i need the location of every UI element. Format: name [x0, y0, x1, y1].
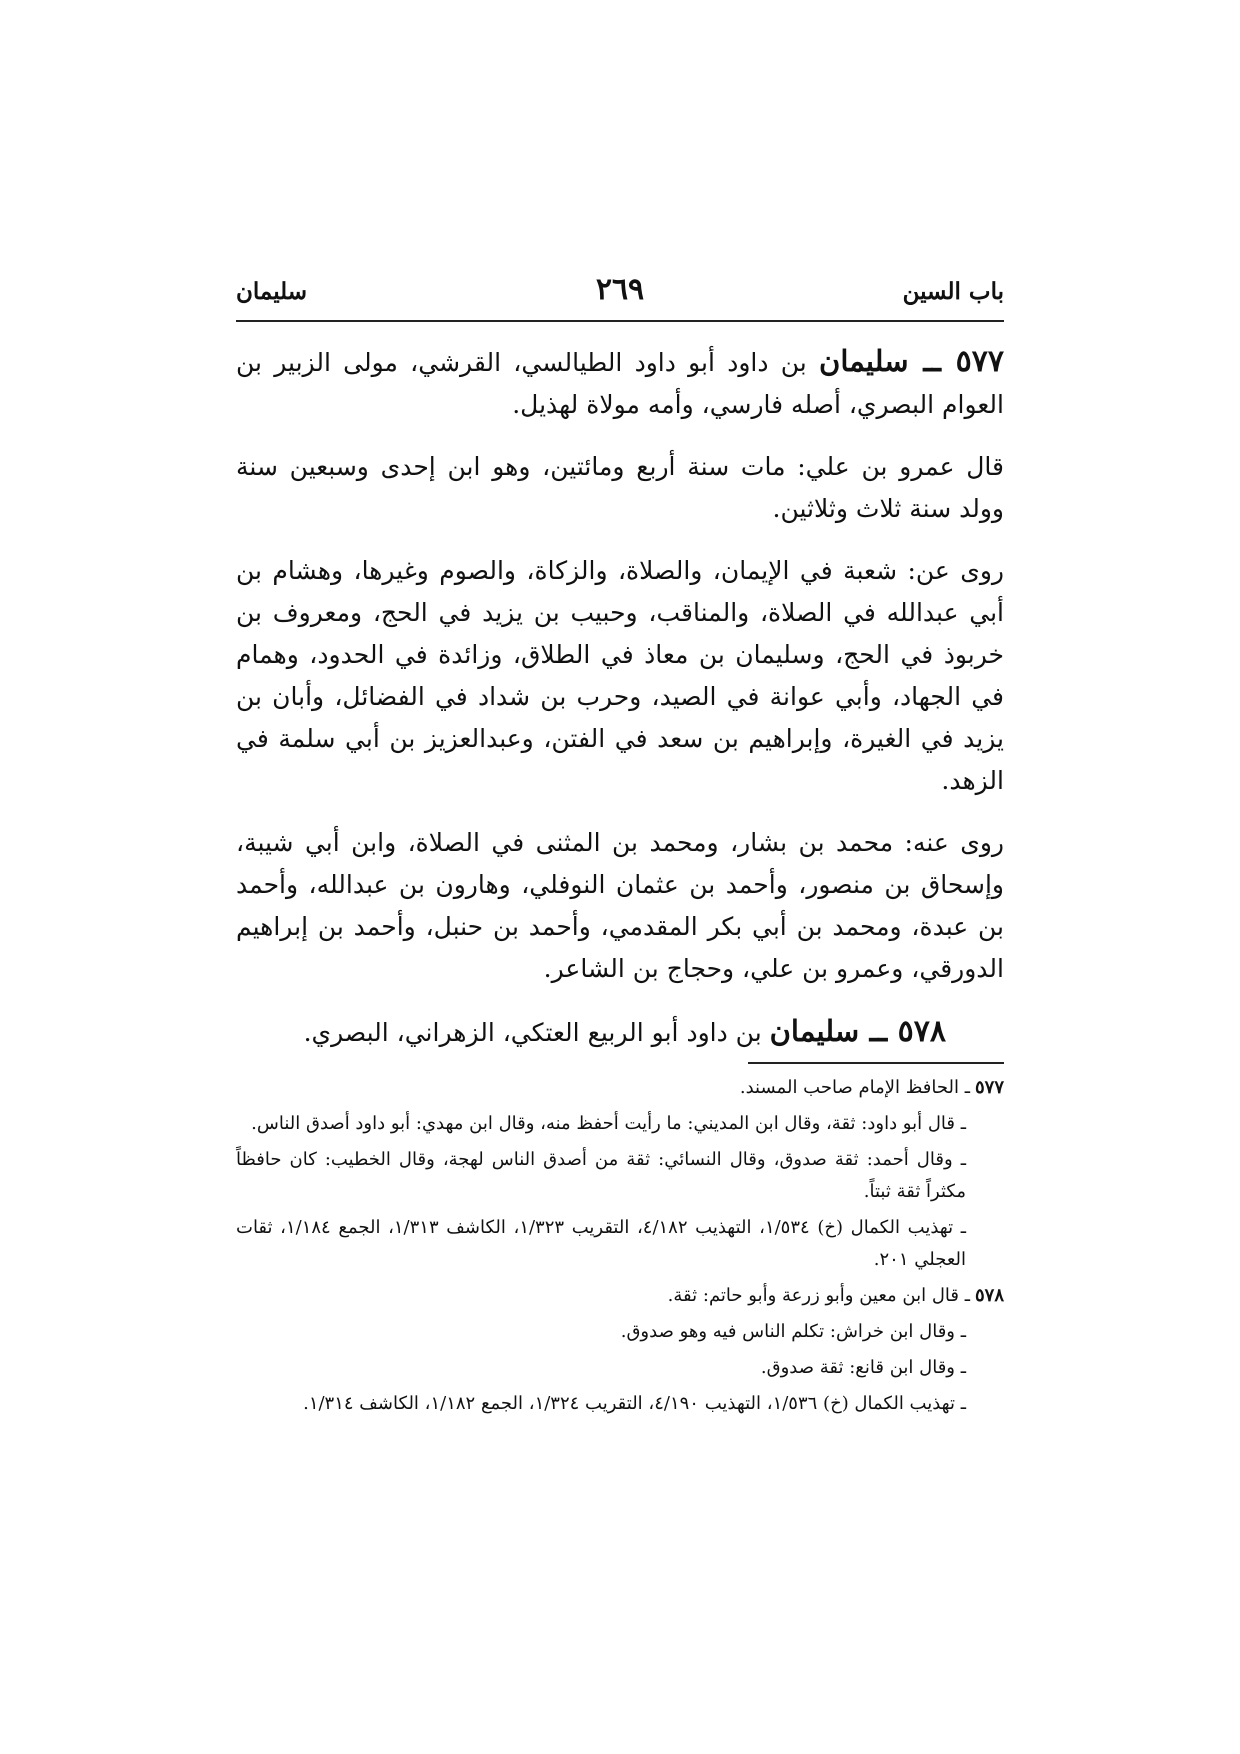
entry-dash: ــ — [908, 344, 956, 379]
footnote-line: ـ وقال ابن قانع: ثقة صدوق. — [760, 1357, 966, 1378]
entry-number: ٥٧٨ — [897, 1014, 946, 1049]
footnote-rule — [748, 1062, 1004, 1064]
footnote-number: ٥٧٨ — [974, 1285, 1004, 1306]
running-title: سليمان — [236, 278, 308, 305]
footnote-number: ٥٧٧ — [974, 1077, 1004, 1098]
entry-577-narrated-from: روى عن: شعبة في الإيمان، والصلاة، والزكاة، والصوم وغيرها، وهشام بن أبي عبدالله في الصلاة، والمناقب، وحبيب بن يزيد في الحج، ومعروف بن خربوذ في الحج، وسليمان بن معاذ في الطلاق، وزائدة في الحدود، وهمام في الجهاد، وأبي عوانة في الصيد، وحرب بن شداد في الفضائل، وأبان بن يزيد في الغيرة، وإبراهيم بن سعد في الفتن، وعبدالعزيز بن أبي سلمة في الزهد. — [236, 556, 1004, 795]
entry-dash: ــ — [859, 1014, 898, 1049]
header-rule — [236, 320, 1004, 322]
entry-577-narrated-by: روى عنه: محمد بن بشار، ومحمد بن المثنى في الصلاة، وابن أبي شيبة، وإسحاق بن منصور، وأحمد بن عثمان النوفلي، وهارون بن عبدالله، وأحمد بن عبدة، ومحمد بن أبي بكر المقدمي، وأحمد بن حنبل، وأحمد بن إبراهيم الدورقي، وعمرو بن علي، وحجاج بن الشاعر. — [236, 828, 1004, 983]
entry-577-death: قال عمرو بن علي: مات سنة أربع ومائتين، وهو ابن إحدى وسبعين سنة وولد سنة ثلاث وثلاثين. — [236, 452, 1004, 523]
entry-number: ٥٧٧ — [955, 344, 1005, 379]
footnote-line: ـ وقال أحمد: ثقة صدوق، وقال النسائي: ثقة من أصدق الناس لهجة، وقال الخطيب: كان حافظاً مكثراً ثقة ثبتاً. — [236, 1149, 966, 1202]
chapter-title: باب السين — [902, 278, 1004, 305]
footnote-line: ـ قال أبو داود: ثقة، وقال ابن المديني: ما رأيت أحفظ منه، وقال ابن مهدي: أبو داود أصدق الناس. — [251, 1113, 966, 1134]
footnote-line: ـ تهذيب الكمال (خ) ١/٥٣٦، التهذيب ٤/١٩٠، التقريب ١/٣٢٤، الجمع ١/١٨٢، الكاشف ١/٣١٤. — [303, 1393, 966, 1414]
page-number: ٢٦٩ — [595, 272, 645, 307]
footnote-577-line — [236, 1072, 1004, 1104]
footnote-text: ـ قال ابن معين وأبو زرعة وأبو حاتم: ثقة. — [667, 1285, 970, 1306]
footnote-line: ـ وقال ابن خراش: تكلم الناس فيه وهو صدوق. — [620, 1321, 966, 1342]
footnote-line: ـ تهذيب الكمال (خ) ١/٥٣٤، التهذيب ٤/١٨٢، التقريب ١/٣٢٣، الكاشف ١/٣١٣، الجمع ١/١٨٤، ثقات العجلي ٢٠١. — [236, 1217, 966, 1270]
entry-intro-text: بن داود أبو الربيع العتكي، الزهراني، البصري. — [303, 1018, 770, 1047]
entry-name: سليمان — [769, 1014, 860, 1048]
entry-577-intro — [236, 340, 1004, 426]
main-text — [236, 340, 1004, 1074]
footnote-578-line — [236, 1280, 1004, 1312]
entry-578-intro — [236, 1010, 1004, 1054]
entry-name: سليمان — [819, 344, 909, 378]
footnote-text: ـ الحافظ الإمام صاحب المسند. — [739, 1077, 970, 1098]
running-header — [236, 272, 1004, 322]
footnotes — [236, 1072, 1004, 1424]
entry-intro-text: بن داود أبو داود الطيالسي، القرشي، مولى الزبير بن العوام البصري، أصله فارسي، وأمه مولاة لهذيل. — [236, 348, 1004, 419]
